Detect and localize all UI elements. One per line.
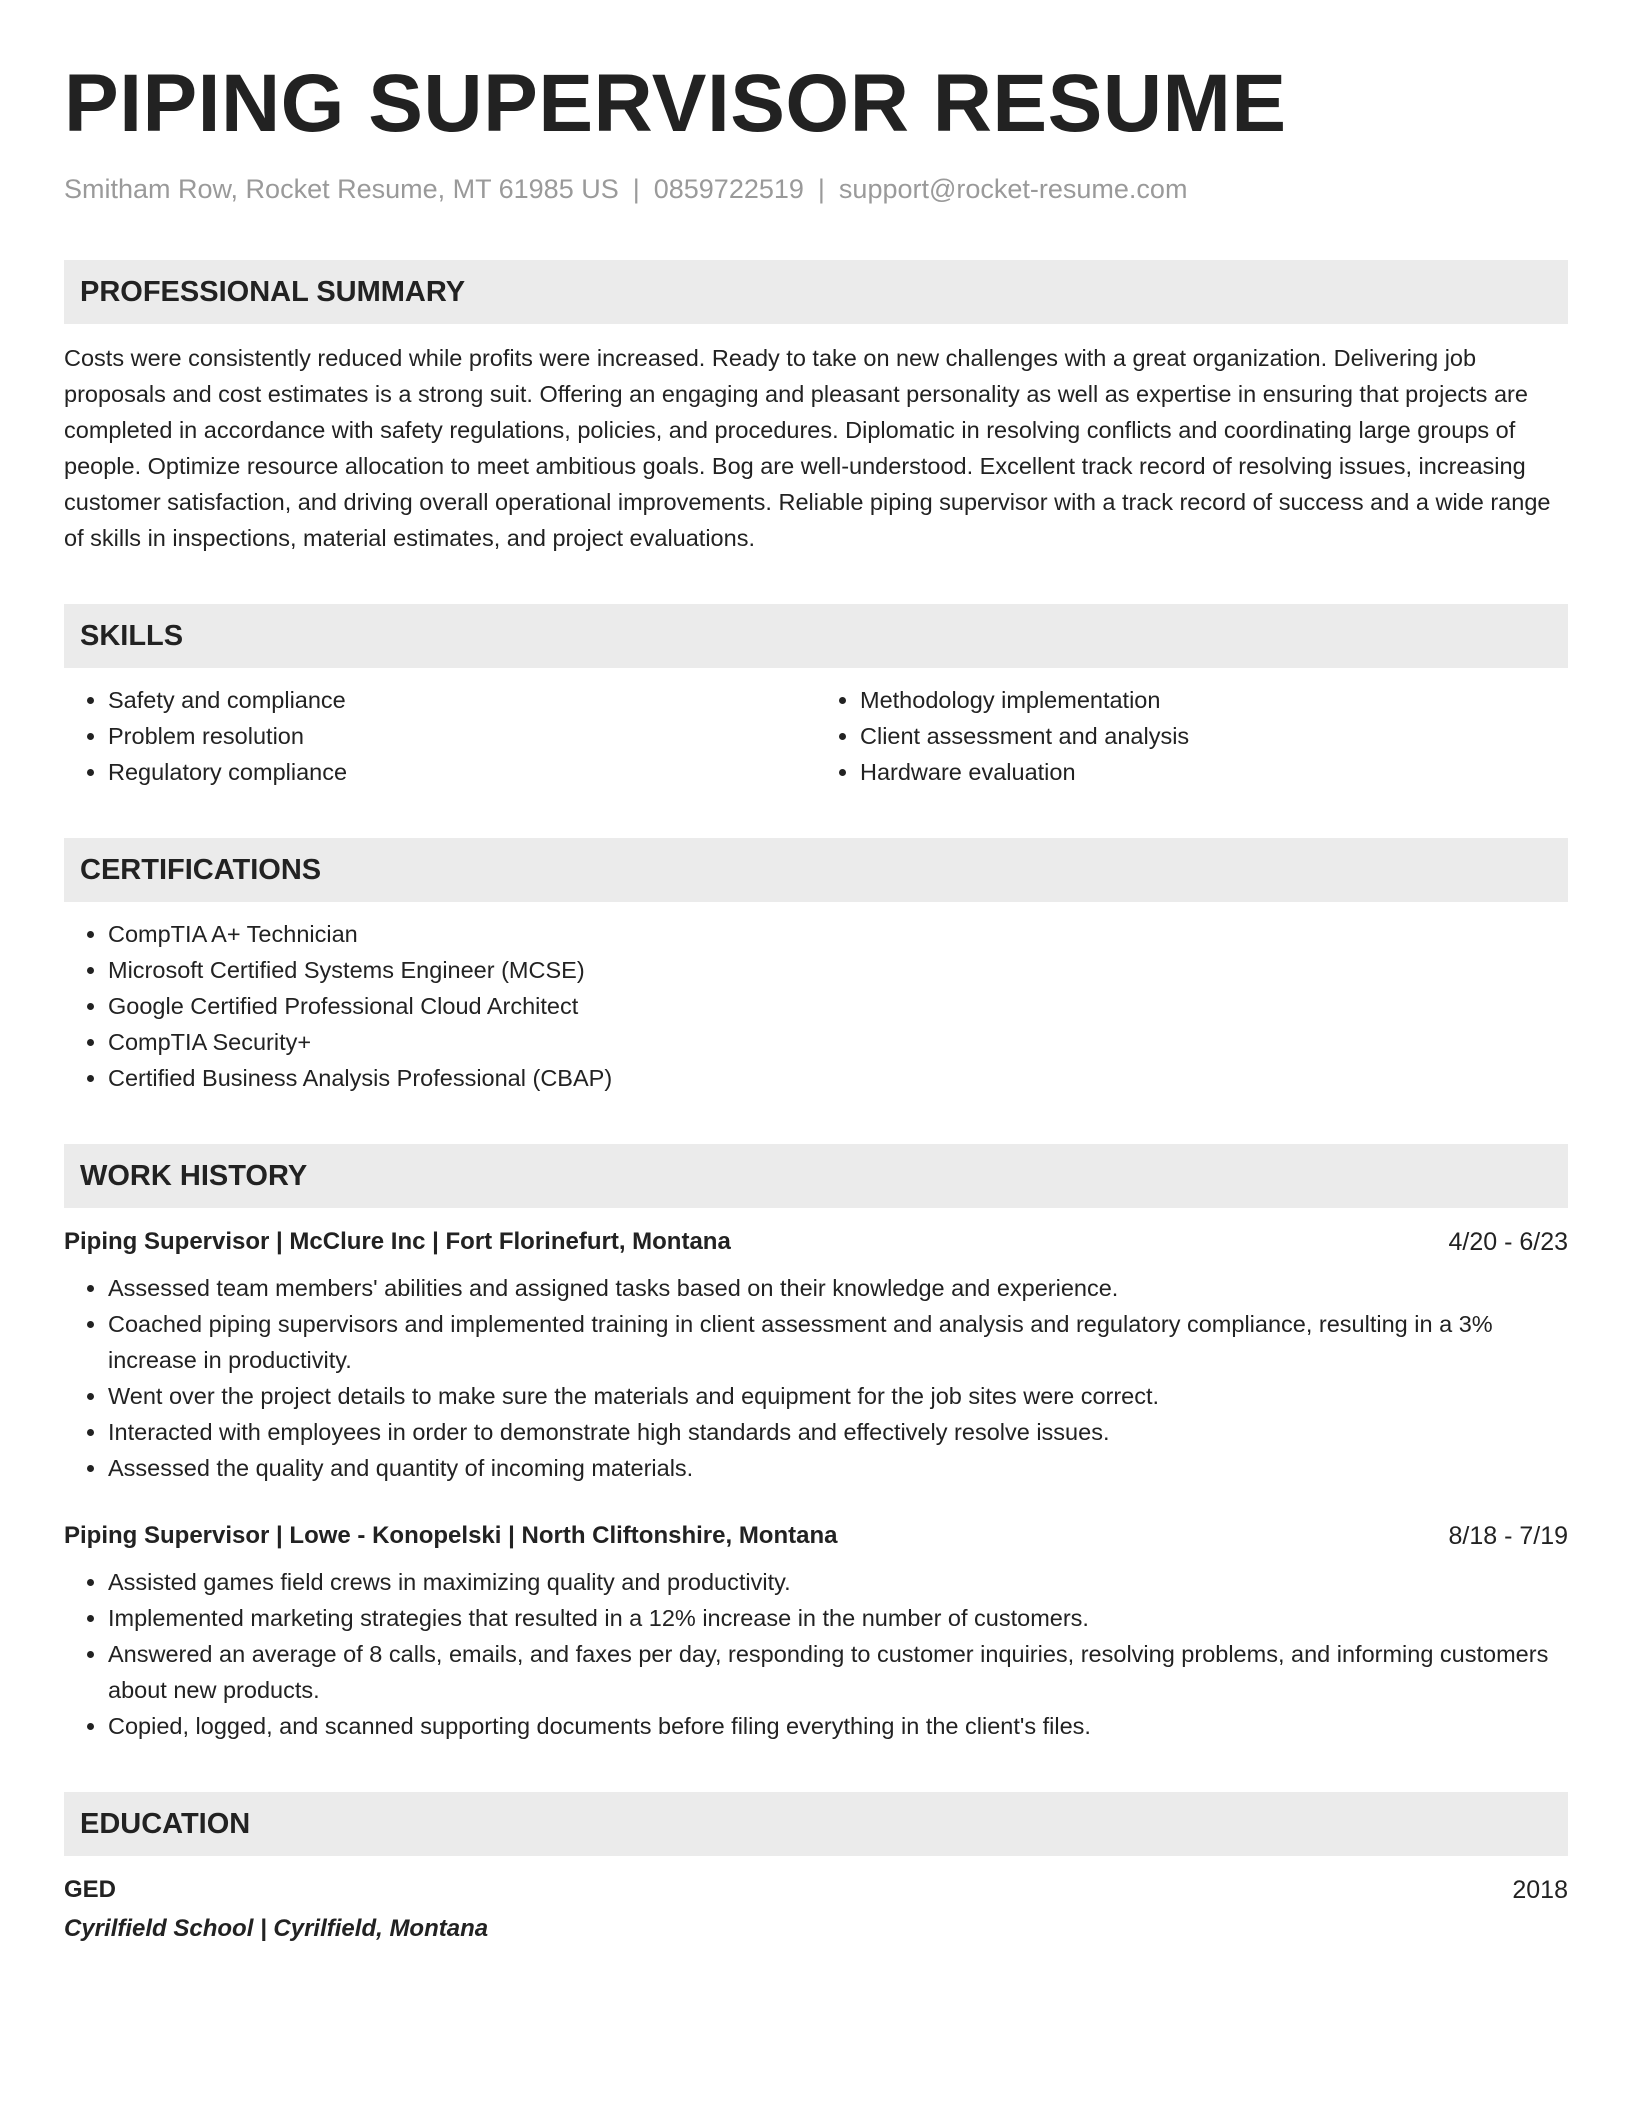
job-bullet: • Interacted with employees in order to demonstrate high standards and effectively resolve issues. (108, 1414, 1568, 1450)
contact-address: Smitham Row, Rocket Resume, MT 61985 US (64, 174, 619, 204)
certification-item: • CompTIA Security+ (108, 1024, 1568, 1060)
contact-line (64, 170, 1568, 208)
contact-separator: | (632, 174, 640, 204)
summary-text: Costs were consistently reduced while profits were increased. Ready to take on new challenges with a great organization. Delivering job proposals and cost estimates is a strong suit. Offering an engaging and pleasant personality as well as expertise in ensuring that projects are completed in accordance with safety regulations, policies, and procedures. Diplomatic in resolving conflicts and coordinating large groups of people. Optimize resource allocation to meet ambitious goals. Bog are well-understood. Excellent track record of resolving issues, increasing customer satisfaction, and driving overall operational improvements. Reliable piping supervisor with a track record of success and a wide range of skills in inspections, material estimates, and project evaluations. (64, 345, 1551, 551)
job-bullet: • Answered an average of 8 calls, emails, and faxes per day, responding to customer inquiries, resolving problems, and informing customers about new products. (108, 1636, 1568, 1708)
education-degree: GED (64, 1876, 117, 1903)
job-bullet: • Assessed the quality and quantity of incoming materials. (108, 1450, 1568, 1486)
job-title: Piping Supervisor | McClure Inc | Fort Florinefurt, Montana (64, 1228, 731, 1255)
skills-grid (64, 682, 1568, 790)
certification-item: • Microsoft Certified Systems Engineer (MCSE) (108, 952, 1568, 988)
section-heading-skills: SKILLS (64, 604, 1568, 668)
education-header (64, 1870, 1568, 1910)
skill-item: • Client assessment and analysis (860, 718, 1568, 754)
education-school: Cyrilfield School | Cyrilfield, Montana (64, 1915, 489, 1942)
section-heading-education: EDUCATION (64, 1792, 1568, 1856)
skills-list-left (64, 682, 816, 790)
skill-item: • Hardware evaluation (860, 754, 1568, 790)
education-entry (64, 1870, 1568, 1948)
job-dates: 4/20 - 6/23 (1448, 1228, 1568, 1256)
certification-item: • Google Certified Professional Cloud Architect (108, 988, 1568, 1024)
certification-item: • Certified Business Analysis Professional (CBAP) (108, 1060, 1568, 1096)
job-title: Piping Supervisor | Lowe - Konopelski | North Cliftonshire, Montana (64, 1522, 838, 1549)
section-heading-certifications: CERTIFICATIONS (64, 838, 1568, 902)
skills-list-right (816, 682, 1568, 790)
contact-separator: | (817, 174, 825, 204)
skill-item: • Problem resolution (108, 718, 816, 754)
job-bullet: • Copied, logged, and scanned supporting documents before filing everything in the client's files. (108, 1708, 1568, 1744)
job-bullets (64, 1564, 1568, 1744)
job-header (64, 1516, 1568, 1556)
job-header (64, 1222, 1568, 1262)
certifications-list (64, 916, 1568, 1096)
section-heading-summary: PROFESSIONAL SUMMARY (64, 260, 1568, 324)
skill-item: • Methodology implementation (860, 682, 1568, 718)
job-entry (64, 1516, 1568, 1744)
skill-item: • Regulatory compliance (108, 754, 816, 790)
job-bullet: • Assisted games field crews in maximizing quality and productivity. (108, 1564, 1568, 1600)
contact-email: support@rocket-resume.com (838, 174, 1188, 204)
page-title: PIPING SUPERVISOR RESUME (64, 58, 1287, 149)
job-bullet: • Coached piping supervisors and implemented training in client assessment and analysis and regulatory compliance, resulting in a 3% increase in productivity. (108, 1306, 1568, 1378)
certification-item: • CompTIA A+ Technician (108, 916, 1568, 952)
section-heading-work-history: WORK HISTORY (64, 1144, 1568, 1208)
job-bullets (64, 1270, 1568, 1486)
job-bullet: • Implemented marketing strategies that resulted in a 12% increase in the number of customers. (108, 1600, 1568, 1636)
job-dates: 8/18 - 7/19 (1448, 1522, 1568, 1550)
job-entry (64, 1222, 1568, 1486)
skill-item: • Safety and compliance (108, 682, 816, 718)
job-bullet: • Assessed team members' abilities and assigned tasks based on their knowledge and experience. (108, 1270, 1568, 1306)
contact-phone: 0859722519 (653, 174, 804, 204)
education-year: 2018 (1512, 1876, 1568, 1904)
job-bullet: • Went over the project details to make sure the materials and equipment for the job sites were correct. (108, 1378, 1568, 1414)
